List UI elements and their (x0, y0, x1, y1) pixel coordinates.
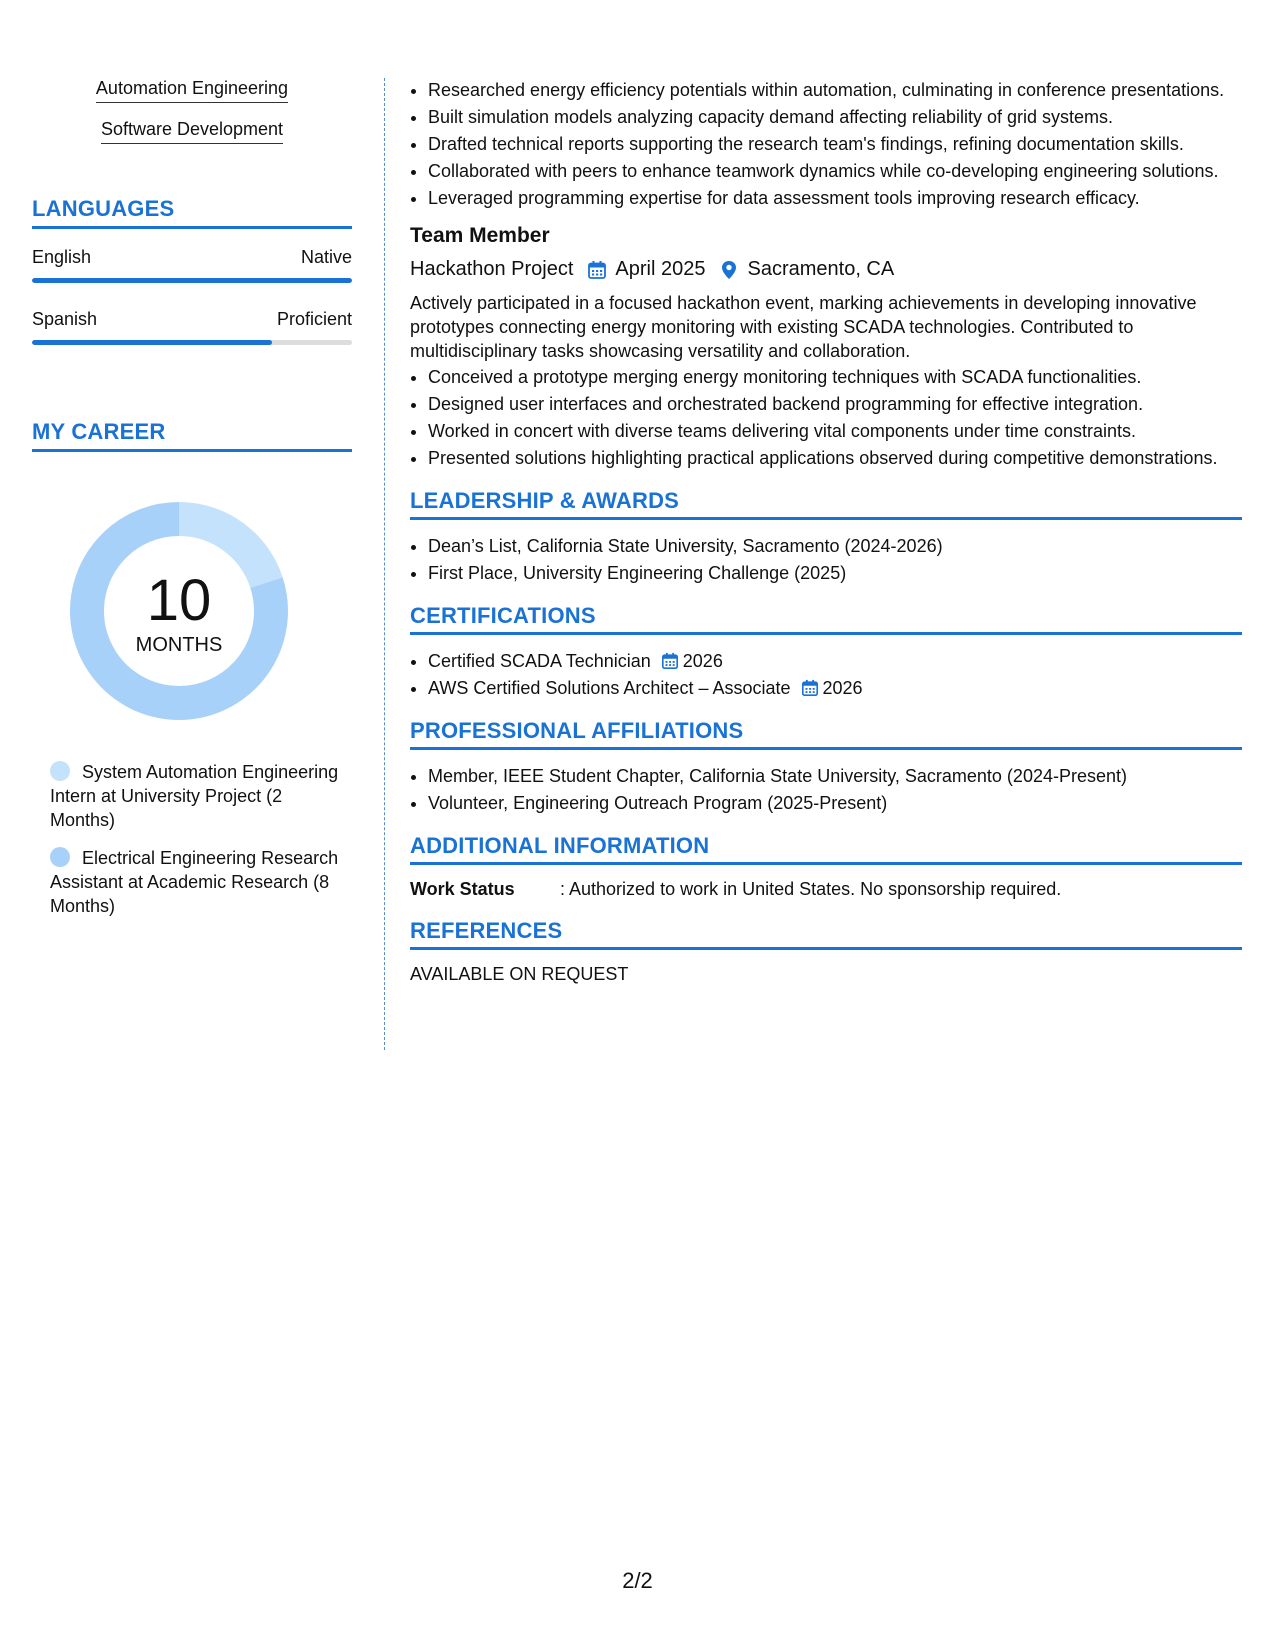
bullet-item: • Drafted technical reports supporting the research team's findings, refining documentation skills. (428, 132, 1242, 156)
column-divider (384, 78, 385, 1050)
language-level: Native (300, 247, 352, 267)
language-name: English (32, 247, 92, 267)
certifications-heading: CERTIFICATIONS (410, 603, 1242, 635)
bullet-item: • Leveraged programming expertise for data assessment tools improving research efficacy. (428, 186, 1242, 210)
bullet-item: • Designed user interfaces and orchestrated backend programming for effective integration. (428, 392, 1242, 416)
language-proficiency-bar (32, 278, 352, 283)
affiliation-item: • Member, IEEE Student Chapter, California State University, Sacramento (2024-Present) (428, 764, 1242, 788)
bullet-item: • Worked in concert with diverse teams delivering vital components under time constraints. (428, 419, 1242, 443)
career-legend (50, 760, 340, 918)
bullet-item: • Presented solutions highlighting practical applications observed during competitive demonstrations. (428, 446, 1242, 470)
role-bullets (410, 365, 1242, 470)
career-heading: MY CAREER (32, 419, 352, 452)
role-date: April 2025 (615, 258, 706, 280)
role-summary: Actively participated in a focused hackathon event, marking achievements in developing innovative prototypes connecting energy monitoring with existing SCADA technologies. Contributed to multidisciplinary tasks showcasing versatility and collaboration. (410, 293, 1197, 361)
calendar-icon (661, 652, 679, 670)
role-meta (410, 258, 1242, 281)
certification-item: • AWS Certified Solutions Architect – Associate 2026 (428, 676, 1242, 700)
role-organization: Hackathon Project (410, 258, 574, 280)
calendar-icon (801, 679, 819, 697)
location-pin-icon (719, 260, 739, 280)
language-item (32, 309, 352, 345)
bullet-item: • Conceived a prototype merging energy monitoring techniques with SCADA functionalities. (428, 365, 1242, 389)
certification-item: • Certified SCADA Technician 2026 (428, 649, 1242, 673)
skill-item: Software Development (32, 119, 352, 144)
career-total: 10 (146, 568, 212, 633)
language-name: Spanish (32, 309, 98, 329)
language-proficiency-fill (32, 278, 352, 283)
career-donut-chart (64, 496, 294, 726)
certification-year: 2026 (822, 678, 863, 698)
award-item: • First Place, University Engineering Challenge (2025) (428, 561, 1242, 585)
leadership-heading: LEADERSHIP & AWARDS (410, 488, 1242, 520)
page-number: 2/2 (622, 1568, 653, 1593)
left-column (32, 78, 352, 932)
experience-previous-bullets (410, 78, 1242, 210)
role-title: Team Member (410, 224, 550, 247)
references-text: AVAILABLE ON REQUEST (410, 964, 629, 984)
work-status-value: : Authorized to work in United States. No sponsorship required. (560, 879, 1062, 899)
language-proficiency-bar (32, 340, 352, 345)
calendar-icon (587, 260, 607, 280)
legend-dot (50, 761, 70, 781)
bullet-item: • Researched energy efficiency potentials within automation, culminating in conference presentations. (428, 78, 1242, 102)
references-heading: REFERENCES (410, 918, 1242, 950)
legend-item: Electrical Engineering Research Assistant at Academic Research (8 Months) (50, 848, 339, 916)
language-item (32, 247, 352, 283)
award-item: • Dean’s List, California State University, Sacramento (2024-2026) (428, 534, 1242, 558)
affiliation-item: • Volunteer, Engineering Outreach Program (2025-Present) (428, 791, 1242, 815)
right-column (410, 78, 1242, 985)
role-location: Sacramento, CA (747, 258, 895, 280)
legend-item: System Automation Engineering Intern at University Project (2 Months) (50, 762, 339, 830)
additional-info-heading: ADDITIONAL INFORMATION (410, 833, 1242, 865)
languages-heading: LANGUAGES (32, 196, 352, 229)
certification-year: 2026 (682, 651, 723, 671)
career-unit: MONTHS (135, 634, 223, 656)
legend-dot (50, 847, 70, 867)
affiliations-list (410, 764, 1242, 815)
certifications-list (410, 649, 1242, 700)
language-proficiency-fill (32, 340, 272, 345)
affiliations-heading: PROFESSIONAL AFFILIATIONS (410, 718, 1242, 750)
work-status-label: Work Status (410, 879, 515, 899)
bullet-item: • Collaborated with peers to enhance teamwork dynamics while co-developing engineering solutions. (428, 159, 1242, 183)
work-status-row (410, 879, 1242, 900)
language-level: Proficient (276, 309, 352, 329)
bullet-item: • Built simulation models analyzing capacity demand affecting reliability of grid systems. (428, 105, 1242, 129)
skill-item: Automation Engineering (32, 78, 352, 103)
leadership-list (410, 534, 1242, 585)
